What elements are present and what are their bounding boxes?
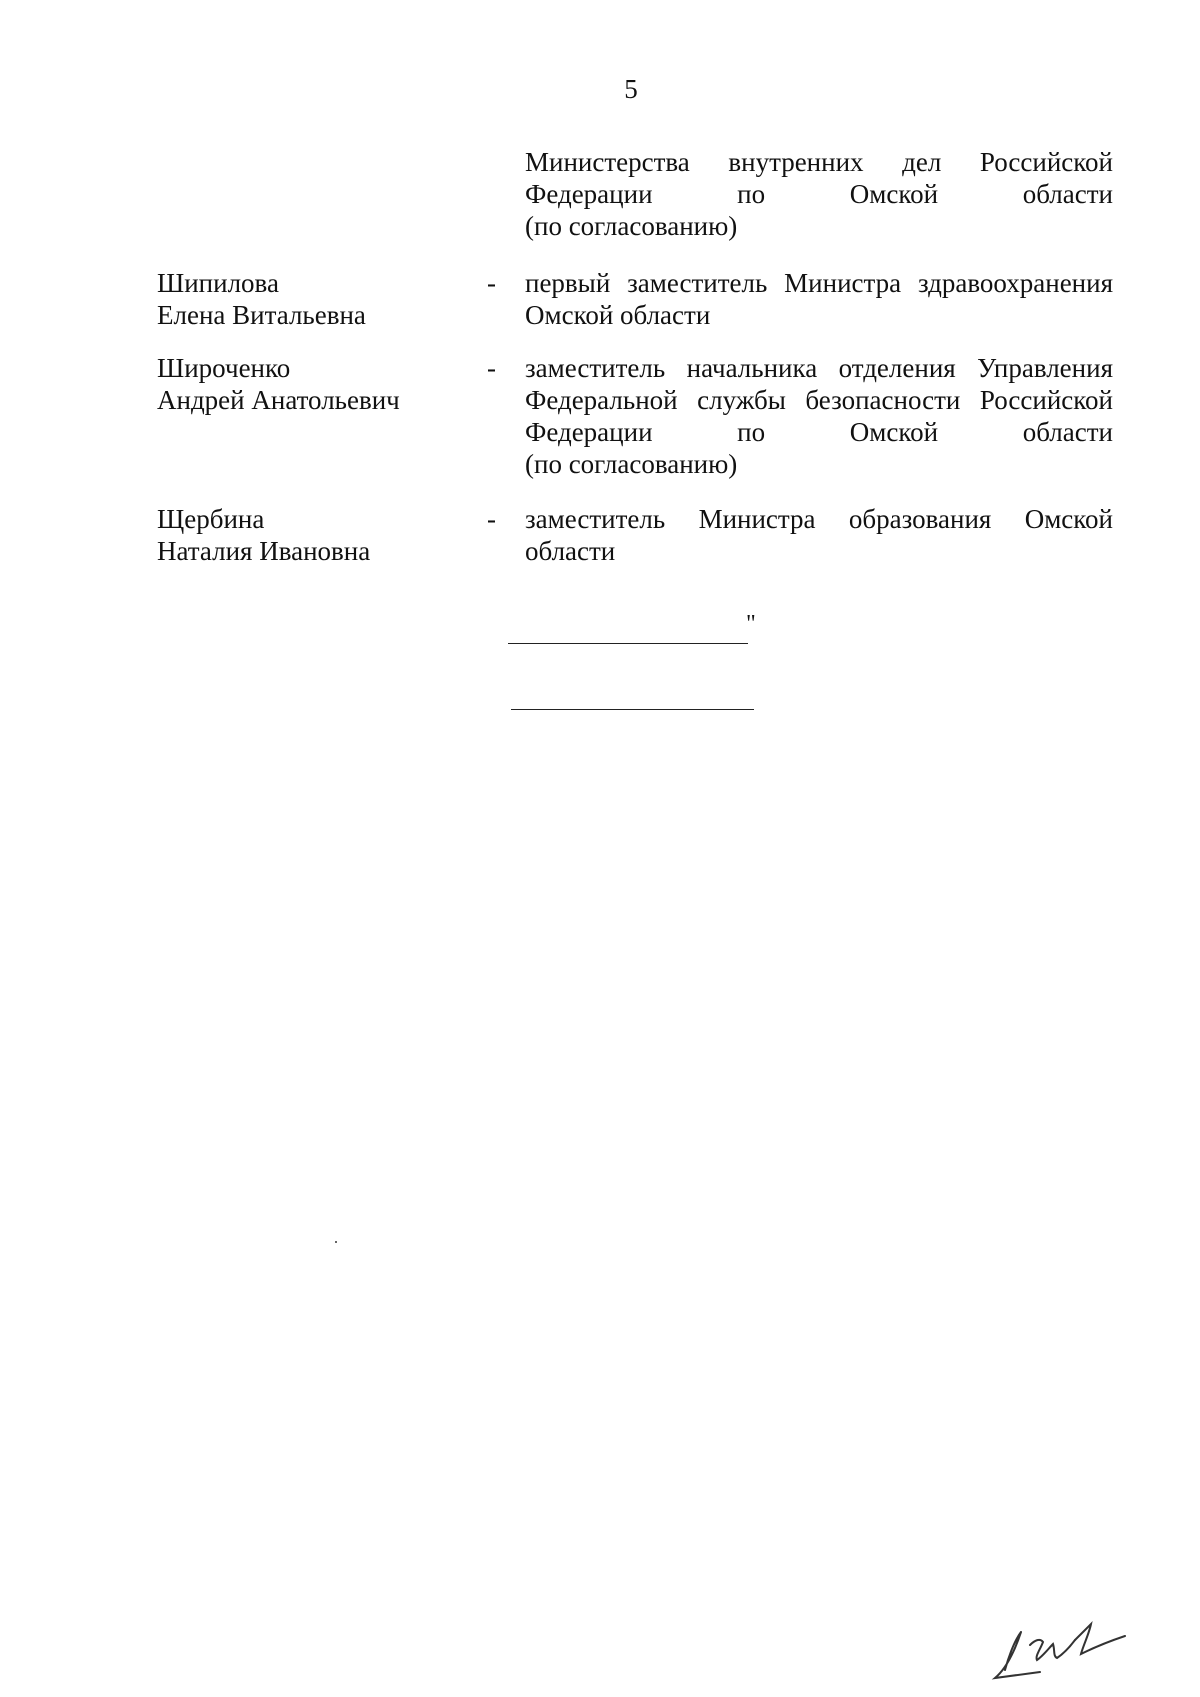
dash-separator: - (487, 268, 496, 298)
word: Федерации (525, 417, 653, 447)
position-line: (по согласованию) (525, 449, 738, 479)
scan-dot (335, 1241, 337, 1243)
member-name (157, 267, 477, 331)
signature-icon (985, 1610, 1135, 1690)
position-line (525, 416, 1113, 448)
word: заместитель (525, 504, 666, 534)
word: заместитель (627, 268, 768, 298)
word: внутренних (728, 147, 864, 177)
position-line (525, 384, 1113, 416)
position-line: области (525, 536, 616, 566)
member-position (525, 267, 1113, 331)
member-given-names: Наталия Ивановна (157, 536, 371, 566)
word: заместитель (525, 353, 666, 383)
word: Федерации (525, 179, 653, 209)
position-line (525, 267, 1113, 299)
member-surname: Шипилова (157, 268, 279, 298)
word: первый (525, 268, 611, 298)
word: образования (848, 504, 992, 534)
word: отделения (838, 353, 956, 383)
word: Омской (849, 417, 939, 447)
closing-rule (508, 643, 748, 644)
continuation-line-3: (по согласованию) (525, 211, 738, 241)
word: Российской (979, 385, 1113, 415)
word: здравоохранения (917, 268, 1113, 298)
word: Управления (977, 353, 1113, 383)
member-surname: Широченко (157, 353, 291, 383)
continuation-text (525, 146, 1113, 242)
page-number: 5 (624, 74, 638, 104)
member-name (157, 503, 477, 567)
member-name (157, 352, 477, 416)
word: службы (697, 385, 786, 415)
member-surname: Щербина (157, 504, 265, 534)
member-position (525, 503, 1113, 567)
word: Министра (784, 268, 902, 298)
continuation-line-2 (525, 178, 1113, 210)
closing-quote-mark: " (746, 611, 756, 637)
handwritten-signature (985, 1610, 1135, 1690)
word: по (737, 417, 766, 447)
position-line (525, 503, 1113, 535)
end-rule (511, 709, 754, 710)
position-line: Омской области (525, 300, 711, 330)
word: начальника (686, 353, 818, 383)
word: дел (902, 147, 942, 177)
word: Российской (979, 147, 1113, 177)
word: Омской (849, 179, 939, 209)
word: по (737, 179, 766, 209)
dash-separator: - (487, 504, 496, 534)
continuation-line-1 (525, 146, 1113, 178)
member-given-names: Андрей Анатольевич (157, 385, 400, 415)
word: Министра (698, 504, 816, 534)
word: Федеральной (525, 385, 678, 415)
word: Омской (1024, 504, 1113, 534)
word: Министерства (525, 147, 690, 177)
dash-separator: - (487, 353, 496, 383)
member-given-names: Елена Витальевна (157, 300, 366, 330)
word: области (1022, 417, 1113, 447)
word: безопасности (805, 385, 961, 415)
position-line (525, 352, 1113, 384)
word: области (1022, 179, 1113, 209)
member-position (525, 352, 1113, 480)
